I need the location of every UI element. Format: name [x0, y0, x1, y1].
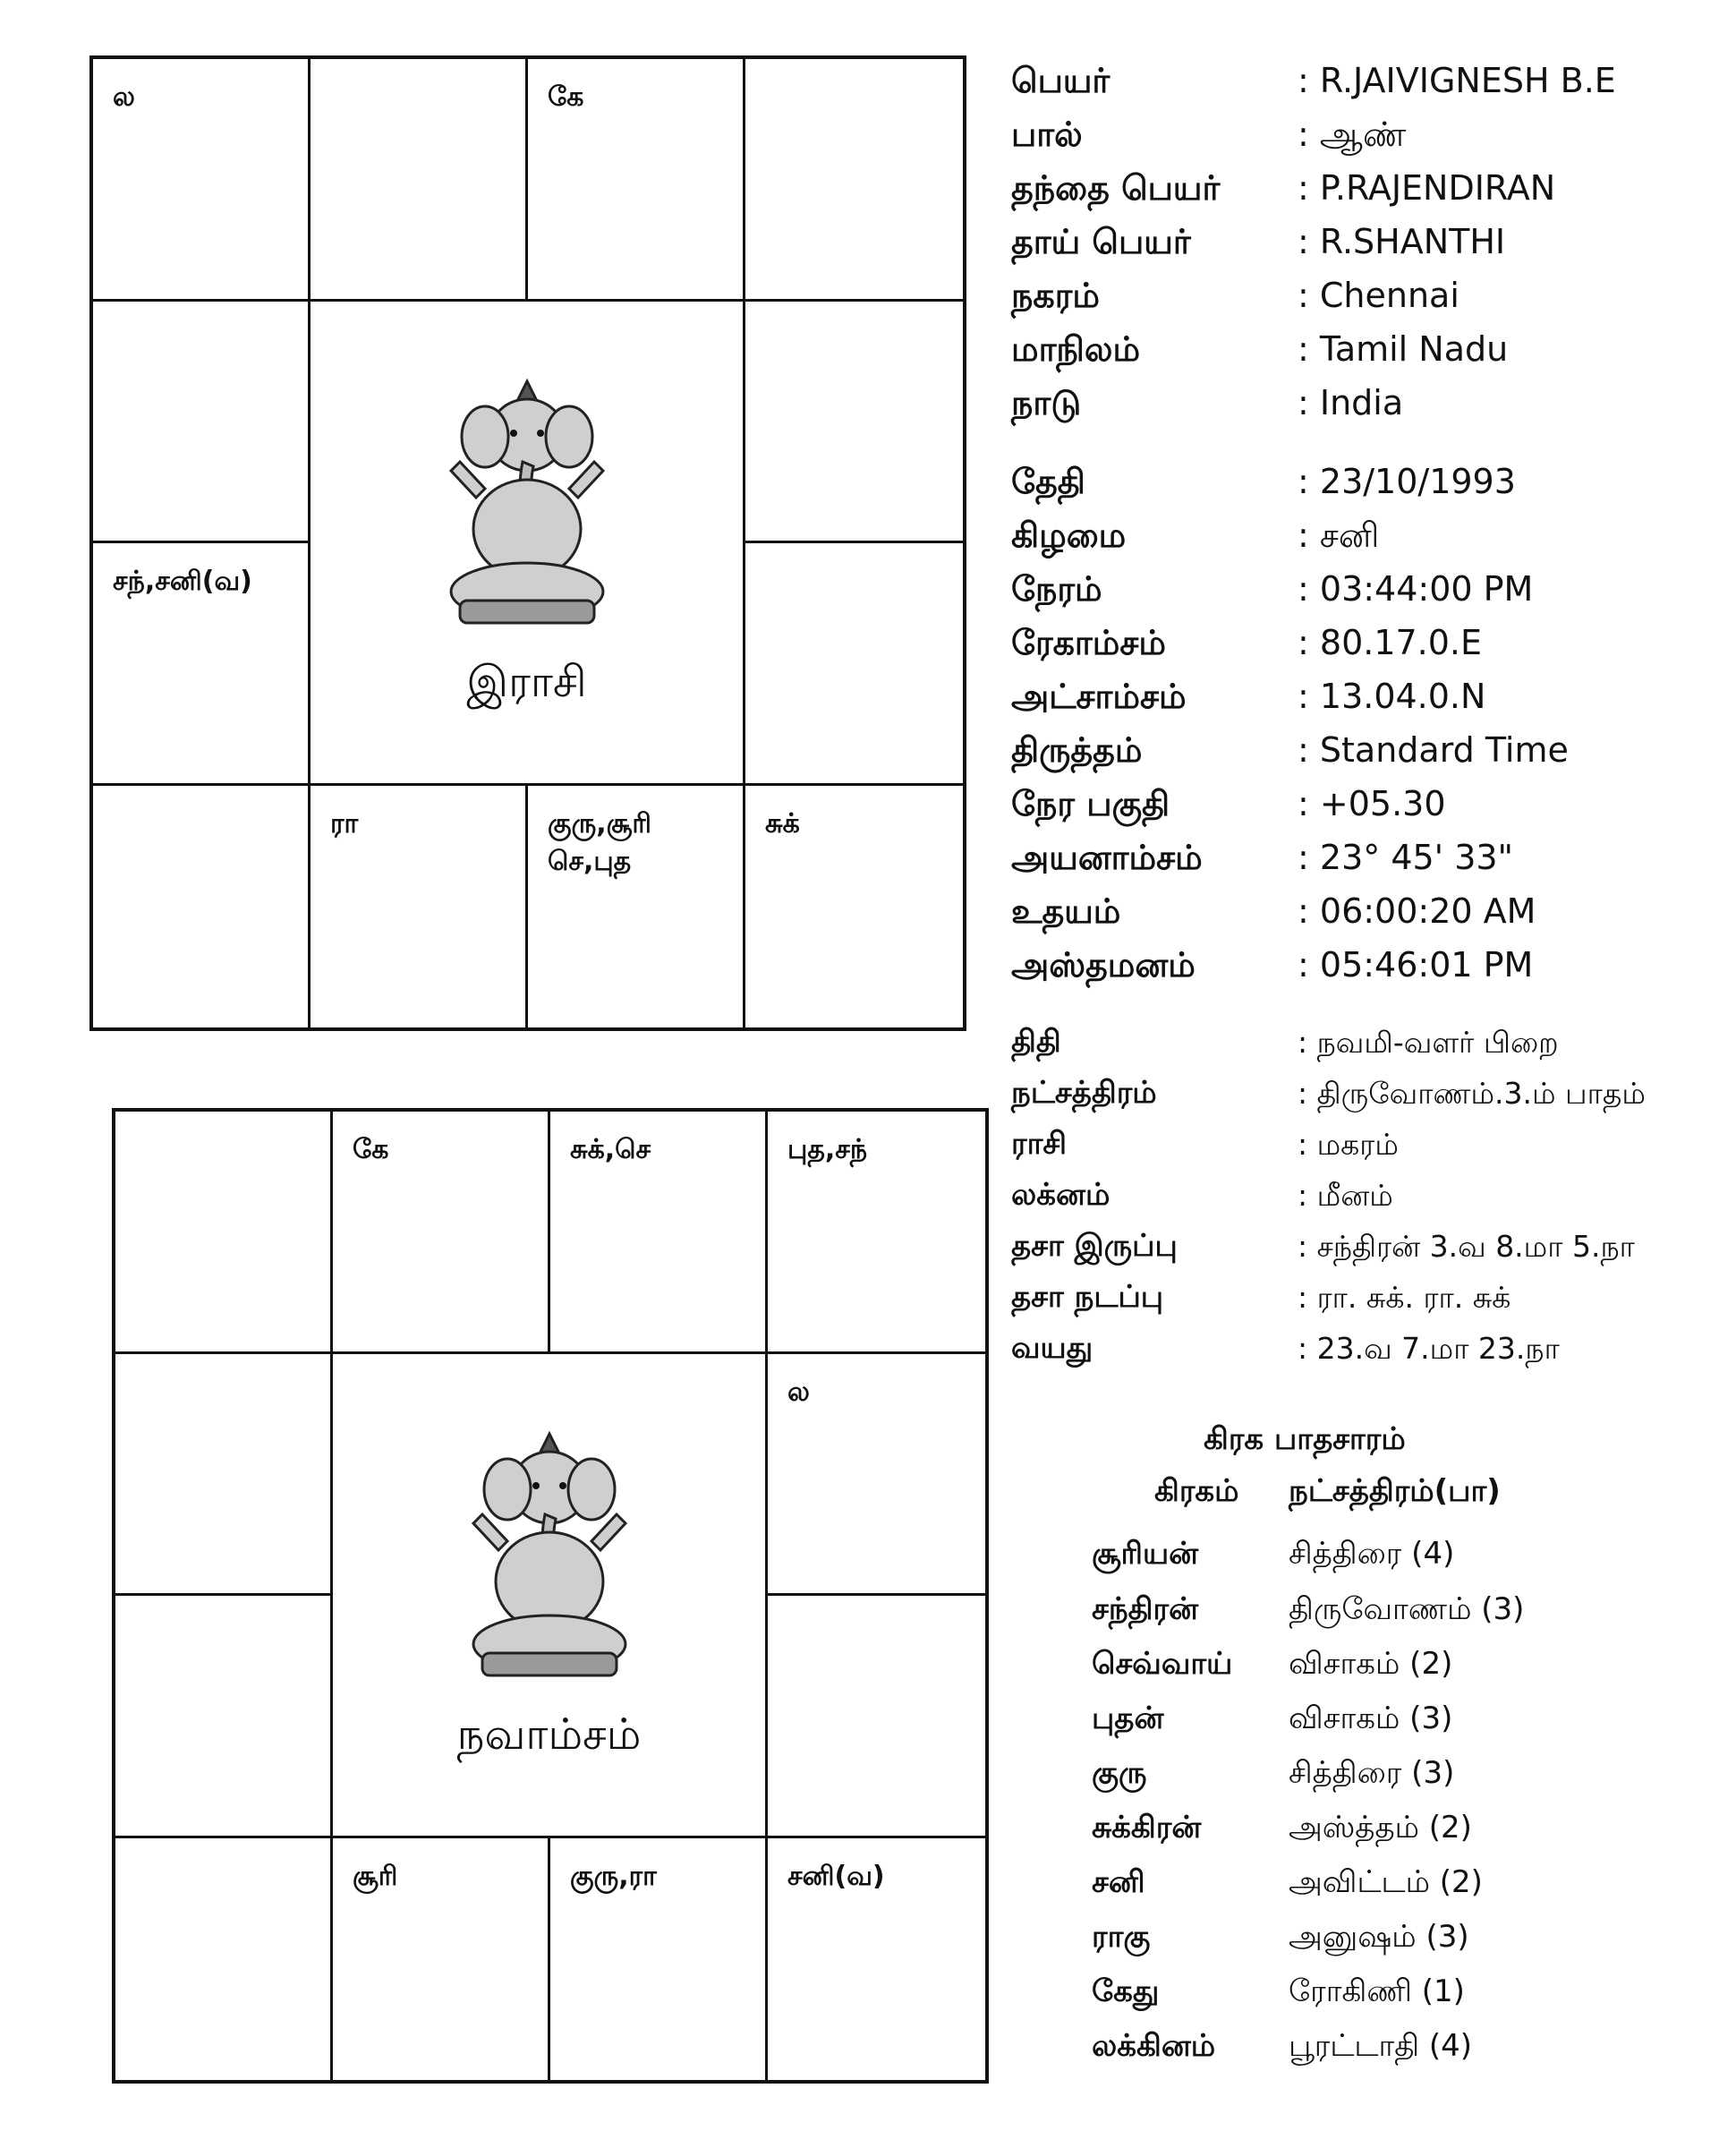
detail-value: : ரா. சுக். ரா. சுக்	[1298, 1272, 1510, 1323]
navamsa-house-text: ல	[787, 1376, 810, 1408]
planet-name: புதன்	[1092, 1700, 1164, 1736]
planet-row	[1092, 1637, 1664, 1691]
detail-label: நேர பகுதி	[1011, 784, 1170, 823]
detail-row-dasa-running	[1011, 1272, 1727, 1323]
navamsa-house-text: கே	[353, 1134, 389, 1165]
navamsa-chart	[112, 1108, 989, 2084]
detail-label: பால்	[1011, 115, 1083, 154]
detail-row-time	[1011, 562, 1727, 616]
detail-label: தாய் பெயர்	[1011, 222, 1191, 261]
rasi-house-libra	[528, 786, 745, 1028]
detail-value: : நவமி-வளர் பிறை	[1298, 1017, 1559, 1068]
planet-star: திருவோணம் (3)	[1289, 1591, 1525, 1627]
detail-row-ayanamsa	[1011, 831, 1727, 884]
birth-details	[1011, 54, 1727, 1374]
detail-row-weekday	[1011, 508, 1727, 562]
detail-label: நேரம்	[1011, 569, 1102, 609]
detail-row-lagna	[1011, 1170, 1727, 1221]
rasi-house-sagittarius	[93, 786, 311, 1028]
navamsa-house-libra	[550, 1838, 768, 2081]
planet-name: லக்கினம்	[1092, 2028, 1216, 2064]
navamsa-house-scorpio	[333, 1838, 550, 2081]
planet-row	[1092, 2019, 1664, 2073]
planet-row	[1092, 1527, 1664, 1581]
navamsa-house-gemini	[768, 1112, 985, 1354]
detail-row-mother	[1011, 215, 1727, 268]
detail-value: : Standard Time	[1298, 723, 1569, 777]
rasi-house-scorpio	[311, 786, 528, 1028]
detail-row-sunrise	[1011, 884, 1727, 938]
detail-row-rasi	[1011, 1119, 1727, 1170]
detail-label: நட்சத்திரம்	[1011, 1075, 1157, 1111]
detail-value: : R.SHANTHI	[1298, 215, 1505, 268]
planet-row	[1092, 1910, 1664, 1964]
detail-label: அஸ்தமனம்	[1011, 945, 1196, 984]
rasi-house-text: கே	[548, 81, 584, 113]
planet-star: விசாகம் (2)	[1289, 1646, 1453, 1682]
detail-value: : 05:46:01 PM	[1298, 938, 1533, 992]
planet-row	[1092, 1801, 1664, 1854]
planet-name: சுக்கிரன்	[1092, 1810, 1202, 1845]
detail-row-sunset	[1011, 938, 1727, 992]
planet-name: செவ்வாய்	[1092, 1646, 1233, 1682]
rasi-house-virgo	[745, 786, 963, 1028]
detail-value: : 06:00:20 AM	[1298, 884, 1536, 938]
planet-row	[1092, 1855, 1664, 1909]
navamsa-house-taurus	[550, 1112, 768, 1354]
planet-star: சித்திரை (3)	[1289, 1755, 1455, 1791]
detail-row-state	[1011, 322, 1727, 376]
rasi-house-leo	[745, 543, 963, 786]
detail-label: தந்தை பெயர்	[1011, 168, 1221, 208]
navamsa-house-capricorn	[115, 1596, 333, 1838]
detail-value: : சனி	[1298, 508, 1379, 562]
detail-value: : R.JAIVIGNESH B.E	[1298, 54, 1616, 107]
rasi-house-text: ல	[113, 81, 135, 113]
planet-table-header-star: நட்சத்திரம்(பா)	[1289, 1473, 1501, 1509]
navamsa-center	[333, 1354, 768, 1838]
detail-row-latitude	[1011, 669, 1727, 723]
rasi-house-text: குரு,சூரி	[548, 807, 651, 840]
planet-row	[1092, 1965, 1664, 2018]
rasi-house-cancer	[745, 302, 963, 544]
rasi-house-pisces	[93, 59, 311, 302]
detail-label: தசா இருப்பு	[1011, 1228, 1178, 1264]
detail-row-dasa-balance	[1011, 1221, 1727, 1272]
detail-value: : 03:44:00 PM	[1298, 562, 1533, 616]
detail-value: : P.RAJENDIRAN	[1298, 161, 1555, 215]
planet-row	[1092, 1746, 1664, 1800]
planet-name: ராகு	[1092, 1919, 1151, 1955]
rasi-house-text: செ,புத	[548, 845, 632, 877]
navamsa-house-text: சூரி	[353, 1860, 398, 1892]
navamsa-house-leo	[768, 1596, 985, 1838]
rasi-center	[311, 302, 745, 786]
detail-label: திருத்தம்	[1011, 730, 1143, 770]
rasi-house-taurus	[528, 59, 745, 302]
planet-name: சந்திரன்	[1092, 1591, 1199, 1627]
detail-value: : Tamil Nadu	[1298, 322, 1508, 376]
detail-label: லக்னம்	[1011, 1177, 1111, 1213]
detail-label: உதயம்	[1011, 891, 1121, 931]
detail-label: ரேகாம்சம்	[1011, 623, 1166, 662]
detail-value: : மகரம்	[1298, 1119, 1399, 1170]
detail-value: : சந்திரன் 3.வ 8.மா 5.நா	[1298, 1221, 1635, 1272]
detail-label: கிழமை	[1011, 516, 1127, 555]
rasi-house-capricorn	[93, 543, 311, 786]
navamsa-house-aries	[333, 1112, 550, 1354]
navamsa-house-pisces	[115, 1112, 333, 1354]
detail-row-timezone	[1011, 777, 1727, 831]
detail-label: தசா நடப்பு	[1011, 1279, 1164, 1315]
planet-row	[1092, 1692, 1664, 1745]
navamsa-house-sagittarius	[115, 1838, 333, 2081]
rasi-chart	[89, 55, 966, 1031]
planet-star: அவிட்டம் (2)	[1289, 1864, 1483, 1900]
planet-star: அனுஷம் (3)	[1289, 1919, 1469, 1955]
detail-label: தேதி	[1011, 462, 1085, 501]
detail-label: அட்சாம்சம்	[1011, 677, 1187, 716]
planet-row	[1092, 1582, 1664, 1636]
rasi-house-gemini	[745, 59, 963, 302]
rasi-house-text: ரா	[330, 807, 359, 840]
detail-label: நாடு	[1011, 383, 1082, 422]
detail-value: : 80.17.0.E	[1298, 616, 1482, 669]
ganesha-icon	[447, 1425, 652, 1684]
detail-value: : 23.வ 7.மா 23.நா	[1298, 1323, 1560, 1374]
rasi-house-aquarius	[93, 302, 311, 544]
detail-label: அயனாம்சம்	[1011, 838, 1203, 877]
detail-row-tithi	[1011, 1017, 1727, 1068]
detail-row-father	[1011, 161, 1727, 215]
navamsa-house-cancer	[768, 1354, 985, 1597]
detail-row-correction	[1011, 723, 1727, 777]
detail-row-city	[1011, 268, 1727, 322]
navamsa-house-virgo	[768, 1838, 985, 2081]
detail-value: : மீனம்	[1298, 1170, 1393, 1221]
planet-name: சனி	[1092, 1864, 1145, 1900]
planet-star: சித்திரை (4)	[1289, 1536, 1455, 1572]
detail-row-name	[1011, 54, 1727, 107]
detail-row-date	[1011, 455, 1727, 508]
detail-value: : +05.30	[1298, 777, 1446, 831]
detail-row-nakshatra	[1011, 1068, 1727, 1119]
detail-value: : திருவோணம்.3.ம் பாதம்	[1298, 1068, 1646, 1119]
planet-table-title: கிரக பாதசாரம்	[1204, 1421, 1406, 1457]
detail-row-age	[1011, 1323, 1727, 1374]
detail-label: வயது	[1011, 1330, 1094, 1366]
detail-value: : India	[1298, 376, 1403, 430]
detail-label: நகரம்	[1011, 276, 1100, 315]
navamsa-house-text: சுக்,செ	[570, 1134, 651, 1165]
planet-name: கேது	[1092, 1973, 1160, 2009]
rasi-chart-title: இராசி	[466, 656, 587, 707]
detail-value: : Chennai	[1298, 268, 1459, 322]
navamsa-house-aquarius	[115, 1354, 333, 1597]
rasi-house-aries	[311, 59, 528, 302]
planet-star: ரோகிணி (1)	[1289, 1973, 1465, 2009]
detail-value: : ஆண்	[1298, 107, 1406, 161]
detail-value: : 23° 45' 33"	[1298, 831, 1513, 884]
planet-star: விசாகம் (3)	[1289, 1700, 1453, 1736]
detail-label: பெயர்	[1011, 61, 1111, 100]
detail-label: திதி	[1011, 1024, 1061, 1060]
rasi-house-text: சந்,சனி(வ)	[113, 566, 252, 597]
planet-star: பூரட்டாதி (4)	[1289, 2028, 1473, 2064]
ganesha-icon	[424, 372, 630, 632]
detail-value: : 13.04.0.N	[1298, 669, 1485, 723]
planet-name: குரு	[1092, 1755, 1147, 1791]
planet-table-header-planet: கிரகம்	[1154, 1473, 1239, 1509]
rasi-house-text: சுக்	[765, 807, 800, 840]
detail-row-longitude	[1011, 616, 1727, 669]
navamsa-house-text: சனி(வ)	[787, 1860, 885, 1892]
detail-label: மாநிலம்	[1011, 329, 1141, 369]
detail-row-country	[1011, 376, 1727, 430]
navamsa-house-text: புத,சந்	[787, 1134, 868, 1165]
detail-row-gender	[1011, 107, 1727, 161]
navamsa-chart-title: நவாம்சம்	[456, 1709, 642, 1760]
planet-star: அஸ்த்தம் (2)	[1289, 1810, 1472, 1845]
planet-name: சூரியன்	[1092, 1536, 1199, 1572]
detail-value: : 23/10/1993	[1298, 455, 1516, 508]
detail-label: ராசி	[1011, 1126, 1067, 1162]
navamsa-house-text: குரு,ரா	[570, 1860, 657, 1892]
